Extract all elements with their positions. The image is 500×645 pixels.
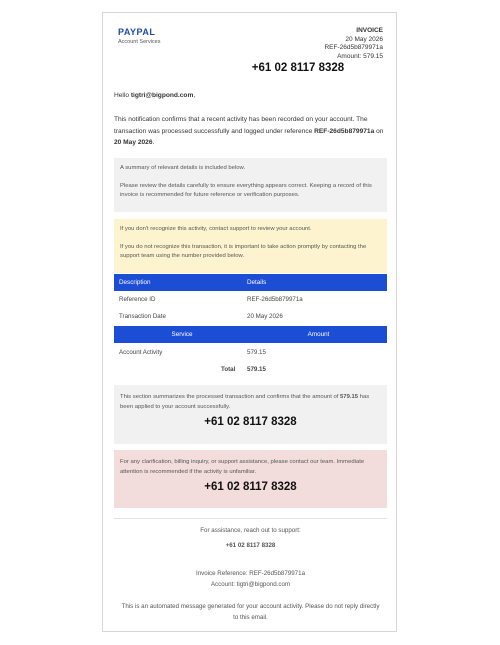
summary-box [114,158,387,212]
service-col-service: Service [171,331,193,338]
intro-paragraph [114,114,386,149]
greeting-email: tigtri@bigpond.com [130,92,194,99]
total-label: Total [221,366,236,373]
details-table-header [114,274,387,291]
footer-divider [114,518,387,519]
details-col-description: Description [119,279,151,286]
summary-line-1: A summary of relevant details is included below. [120,165,246,171]
warning-line-2: If you do not recognize this transaction, it is important to take action promptly by contacting the support team using the number provided below. [120,243,367,260]
help-text: For any clarification, billing inquiry, or support assistance, please contact our team. Immediate attention is recommended if the activity is unfamiliar. [120,459,365,475]
invoice-amount: Amount: 579.15 [337,52,383,60]
confirm-text-2: has been applied to your account successfully. [120,394,370,410]
intro-text-3: . [152,139,155,146]
total-value: 579.15 [247,366,266,373]
warning-line-1: If you don't recognize this activity, contact support to review your account. [120,226,312,232]
intro-text: This notification confirms that a recent activity has been recorded on your account. The transaction was processed successfully and logged under reference [114,116,368,135]
confirm-text-1: This section summarizes the processed transaction and confirms that the amount of [120,394,341,400]
brand-logo: PAYPAL [118,27,156,37]
intro-date: 20 May 2026 [114,139,153,146]
row-label: Reference ID [119,296,156,303]
support-phone-top: +61 02 8117 8328 [251,62,345,74]
invoice-reference: REF-26d5b879971a [324,44,383,52]
greeting-prefix: Hello [114,92,131,99]
greeting-suffix: , [193,92,196,99]
confirmation-text [120,393,381,412]
service-col-amount: Amount [307,331,330,338]
footer-account: Account: tigtri@bigpond.com [210,581,291,588]
intro-text-2: on [374,127,384,135]
help-box [114,450,387,508]
service-amount: 579.15 [247,349,266,356]
assist-text: For assistance, reach out to support: [200,527,301,534]
invoice-email-card [102,12,397,632]
row-value: 20 May 2026 [247,313,283,320]
confirmation-box [114,385,387,444]
support-phone-footer: +61 02 8117 8328 [225,542,276,549]
details-col-details: Details [247,279,267,286]
intro-reference: REF-26d5b879971a [314,127,375,135]
service-table-header [114,326,387,343]
footer-invoice-reference: Invoice Reference: REF-26d5b879971a [195,570,306,577]
row-value: REF-26d5b879971a [247,296,303,303]
brand-subtitle: Account Services [118,39,161,45]
support-phone-help: +61 02 8117 8328 [204,481,297,494]
greeting [114,92,195,99]
support-phone-confirm: +61 02 8117 8328 [204,416,297,429]
summary-line-2: Please review the details carefully to ensure everything appears correct. Keeping a record of this invoice is recommended for future reference or verification purposes. [120,182,372,199]
invoice-title: INVOICE [356,27,383,34]
service-name: Account Activity [119,349,163,356]
invoice-date: 20 May 2026 [345,35,383,43]
automated-notice: This is an automated message generated for your account activity. Please do not reply directly to this email. [121,603,380,621]
row-label: Transaction Date [119,313,166,320]
invoice-meta [324,27,383,61]
warning-box [114,219,387,273]
confirm-amount: 579.15 [340,394,359,400]
